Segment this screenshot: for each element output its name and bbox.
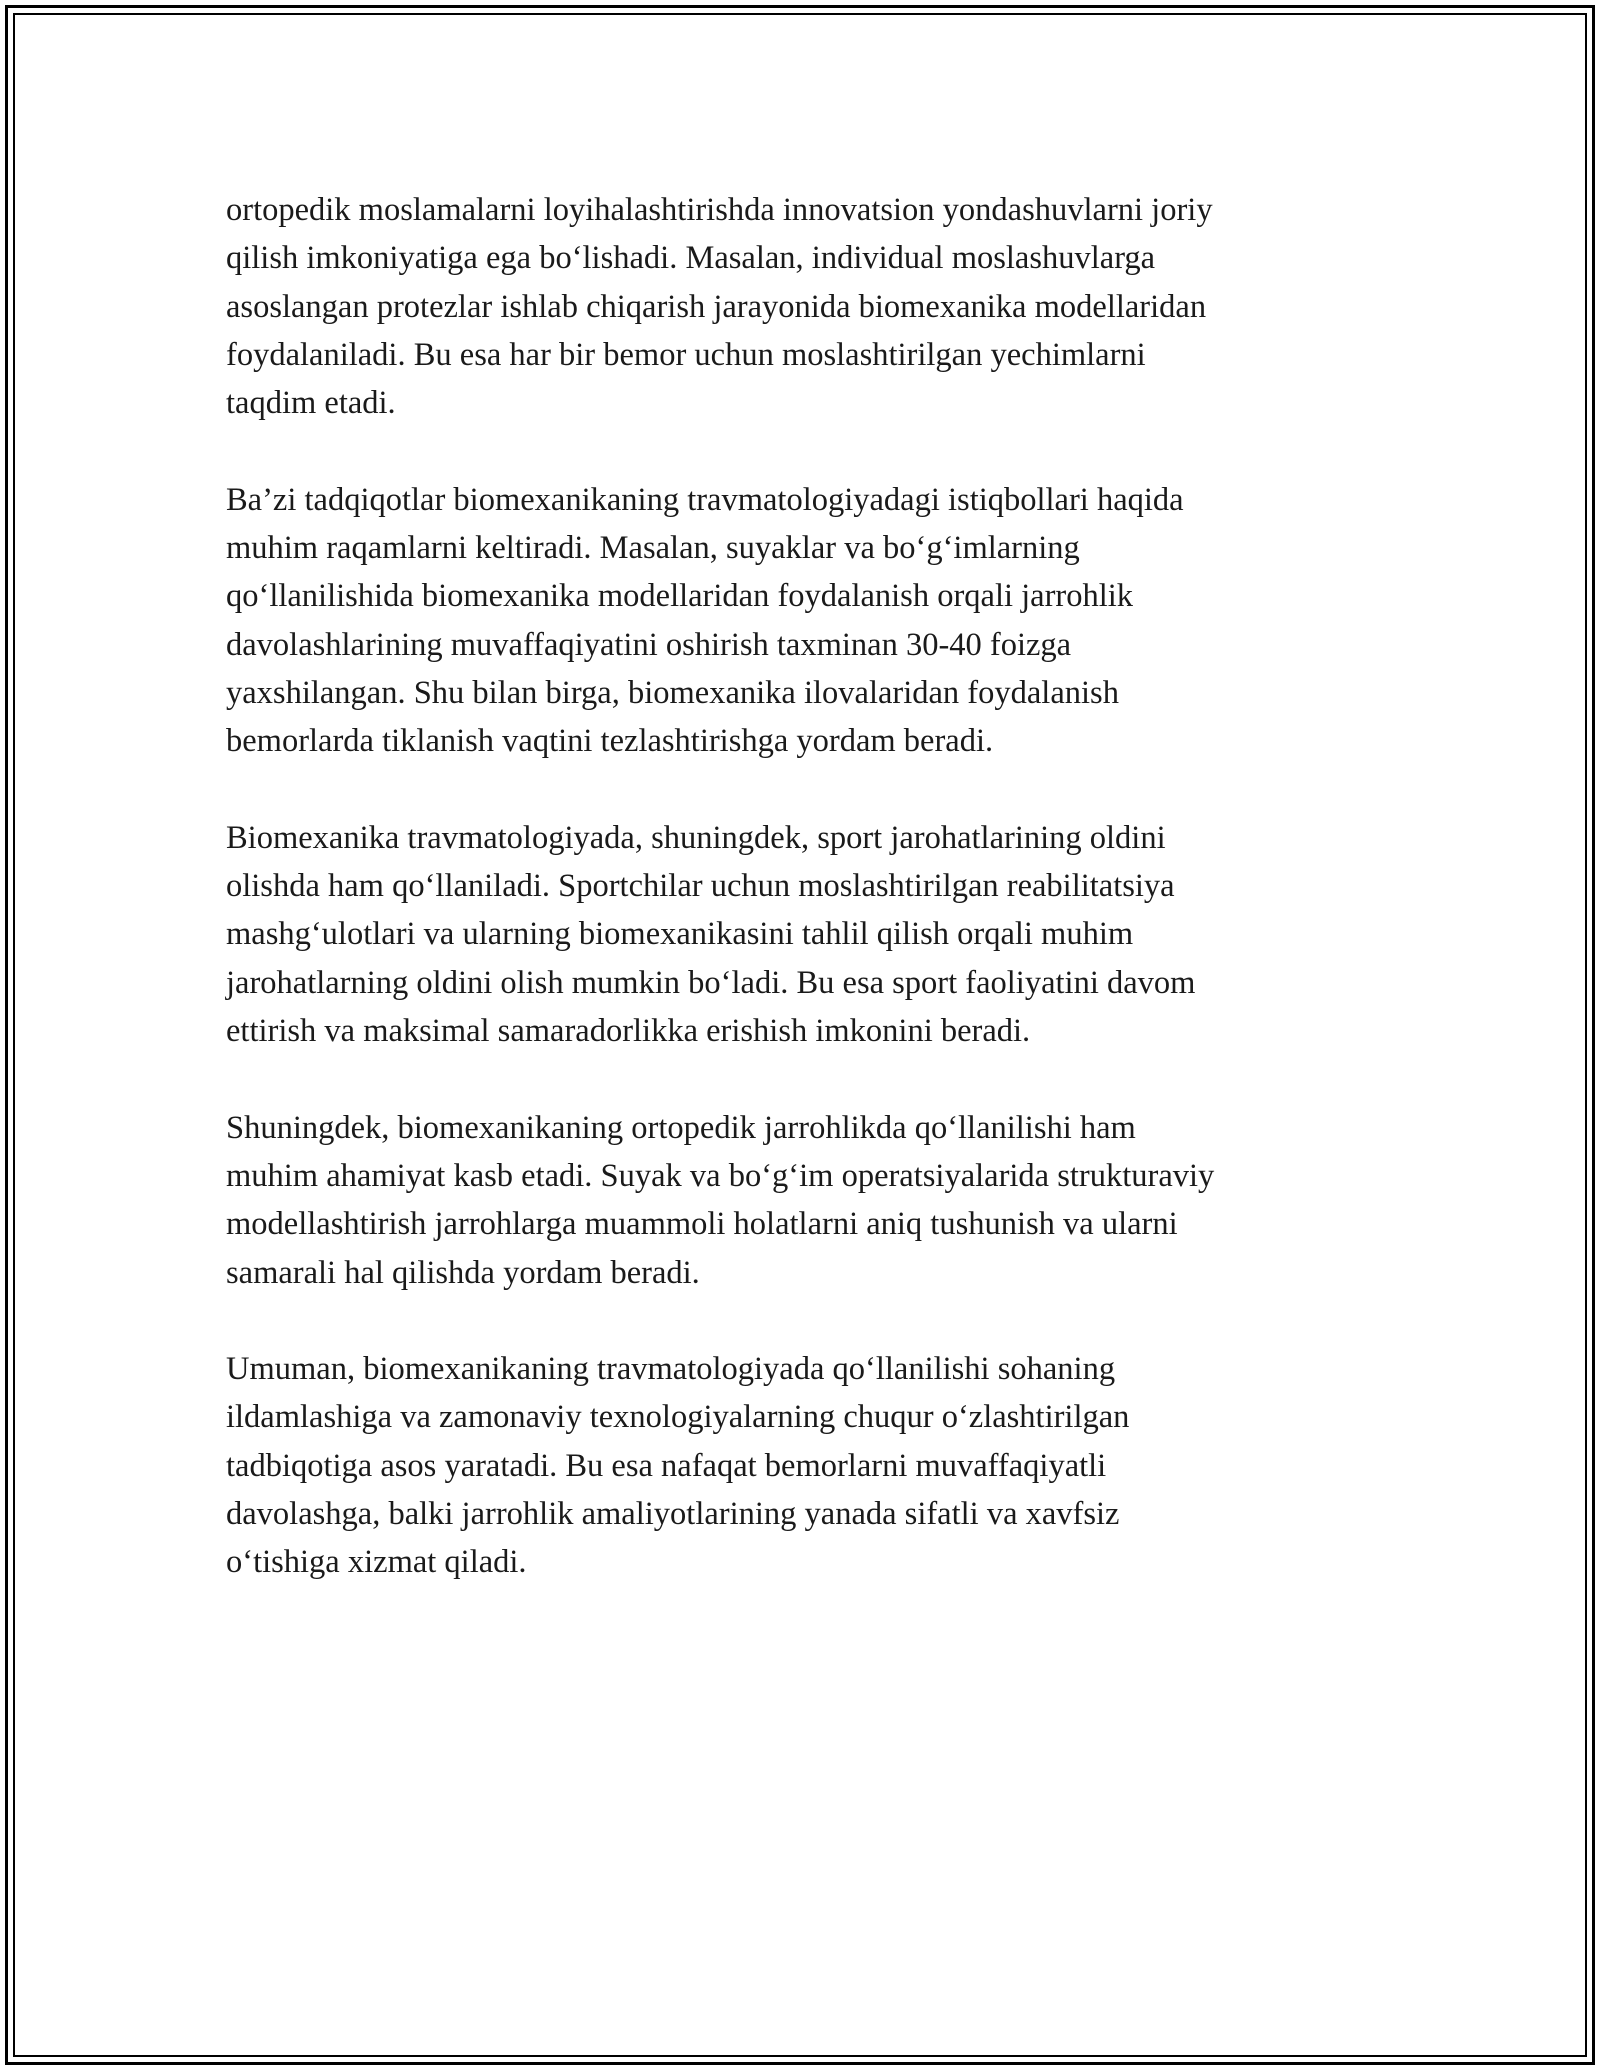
paragraph-3: Biomexanika travmatologiyada, shuningdek, sport jarohatlarining oldini olishda ham qo‘llaniladi. Sportchilar uchun moslashtirilgan reabilitatsiya mashg‘ulotlari va ularning biomexanikasini tahlil qilish orqali muhim jarohatlarning oldini olish mumkin bo‘ladi. Bu esa sport faoliyatini davom ettirish va maksimal samaradorlikka erishish imkonini beradi. xyxy=(226,819,1196,1050)
paragraph-1: ortopedik moslamalarni loyihalashtirishda innovatsion yondashuvlarni joriy qilish imkoniyatiga ega bo‘lishadi. Masalan, individual moslashuvlarga asoslangan protezlar ishlab chiqarish jarayonida biomexanika modellaridan foydalaniladi. Bu esa har bir bemor uchun moslashtirilgan yechimlarni taqdim etadi. xyxy=(226,192,1213,422)
paragraph-4: Shuningdek, biomexanikaning ortopedik jarrohlikda qo‘llanilishi ham muhim ahamiyat kasb etadi. Suyak va bo‘g‘im operatsiyalarida strukturaviy modellashtirish jarrohlarga muammoli holatlarni aniq tushunish va ularni samarali hal qilishda yordam beradi. xyxy=(226,1109,1215,1291)
paragraph-2: Ba’zi tadqiqotlar biomexanikaning travmatologiyadagi istiqbollari haqida muhim raqamlarni keltiradi. Masalan, suyaklar va bo‘g‘imlarning qo‘llanilishida biomexanika modellaridan foydalanish orqali jarrohlik davolashlarining muvaffaqiyatini oshirish taxminan 30-40 foizga yaxshilangan. Shu bilan birga, biomexanika ilovalaridan foydalanish bemorlarda tiklanish vaqtini tezlashtirishga yordam beradi. xyxy=(226,481,1184,760)
document-body xyxy=(226,186,1396,1587)
paragraph-5: Umuman, biomexanikaning travmatologiyada qo‘llanilishi sohaning ildamlashiga va zamonaviy texnologiyalarning chuqur o‘zlashtirilgan tadbiqotiga asos yaratadi. Bu esa nafaqat bemorlarni muvaffaqiyatli davolashga, balki jarrohlik amaliyotlarining yanada sifatli va xavfsiz o‘tishiga xizmat qiladi. xyxy=(226,1351,1130,1581)
